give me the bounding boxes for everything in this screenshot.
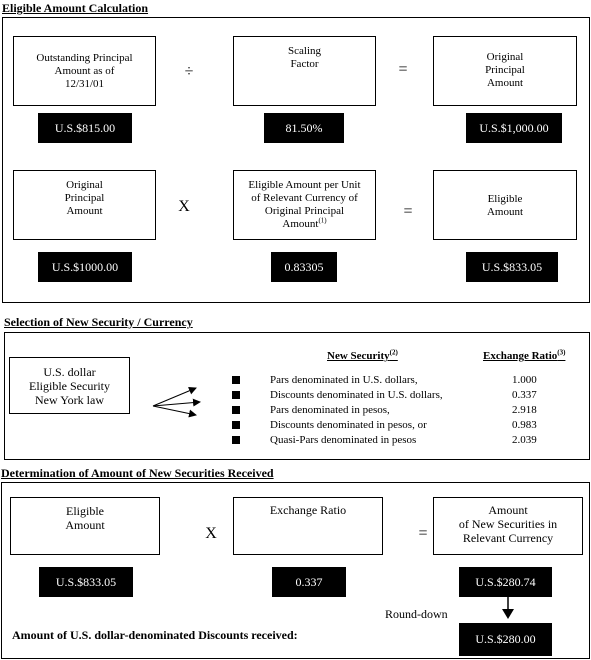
box-line: New York law <box>34 392 104 407</box>
box-line: Factor <box>290 58 319 70</box>
original-principal-value-2: U.S.$1000.00 <box>38 252 132 282</box>
multiply-operator: X <box>178 198 190 215</box>
box-line: Amount <box>488 503 528 517</box>
list-item-label: Discounts denominated in U.S. dollars, <box>270 389 443 401</box>
eligible-amount-value-2: U.S.$833.05 <box>39 567 133 597</box>
scaling-factor-box <box>233 36 376 106</box>
section-heading-selection: Selection of New Security / Currency <box>4 315 193 329</box>
outstanding-principal-box <box>13 36 156 106</box>
section-heading-eligible-amount: Eligible Amount Calculation <box>2 1 149 15</box>
box-line: of Relevant Currency of <box>251 192 358 204</box>
bullet-icon <box>232 406 240 414</box>
list-item-label: Quasi-Pars denominated in pesos <box>270 434 417 446</box>
divide-operator: ÷ <box>184 63 194 80</box>
equals-operator: = <box>398 61 408 78</box>
eligible-amount-per-unit-value: 0.83305 <box>271 252 337 282</box>
list-item-ratio: 2.039 <box>512 434 537 446</box>
list-item-label: Pars denominated in U.S. dollars, <box>270 374 418 386</box>
box-line: Outstanding Principal <box>36 51 133 64</box>
scaling-factor-value: 81.50% <box>264 113 344 143</box>
column-header-text: New Security <box>327 350 390 362</box>
box-line: U.S. dollar <box>43 364 96 379</box>
new-securities-amount-box <box>433 497 583 555</box>
box-line: Amount <box>486 206 524 218</box>
list-item-label: Pars denominated in pesos, <box>270 404 390 416</box>
box-line: Amount <box>486 77 524 89</box>
original-principal-box <box>433 36 577 106</box>
box-line: Scaling <box>288 45 321 57</box>
selection-arrows-icon <box>148 382 208 422</box>
box-line: Amount <box>282 218 319 230</box>
box-line: Amount as of <box>54 64 115 77</box>
box-line: of New Securities in <box>458 517 558 531</box>
original-principal-value: U.S.$1,000.00 <box>466 113 562 143</box>
eligible-amount-box <box>433 170 577 240</box>
equals-operator-3: = <box>418 525 428 542</box>
box-line: Eligible Security <box>29 378 110 393</box>
box-line: Exchange Ratio <box>269 503 347 517</box>
final-amount-value: U.S.$280.00 <box>459 623 552 656</box>
list-item-ratio: 2.918 <box>512 404 537 416</box>
list-item-ratio: 0.337 <box>512 389 537 401</box>
list-item-ratio: 1.000 <box>512 374 537 386</box>
box-line: Eligible <box>487 193 523 205</box>
exchange-ratio-box <box>233 497 383 555</box>
box-line: Amount <box>66 205 103 217</box>
box-line: Amount <box>65 518 105 532</box>
box-line: Eligible <box>66 504 104 518</box>
exchange-ratio-column-header <box>483 350 565 362</box>
outstanding-principal-value: U.S.$815.00 <box>38 113 132 143</box>
box-line: Principal <box>485 64 525 76</box>
footnote-marker: (2) <box>389 348 398 357</box>
bullet-icon <box>232 376 240 384</box>
list-item-ratio: 0.983 <box>512 419 537 431</box>
equals-operator-2: = <box>403 203 413 220</box>
column-header-text: Exchange Ratio <box>483 350 558 362</box>
box-line: Eligible Amount per Unit <box>248 179 361 191</box>
round-down-label: Round-down <box>385 607 448 621</box>
footnote-marker: (1) <box>318 216 327 225</box>
footnote-marker: (3) <box>557 348 566 357</box>
list-item-label: Discounts denominated in pesos, or <box>270 419 427 431</box>
eligible-amount-value: U.S.$833.05 <box>466 252 558 282</box>
exchange-ratio-value: 0.337 <box>272 567 346 597</box>
box-line: Original <box>486 51 524 63</box>
round-down-arrow-icon <box>500 597 516 623</box>
new-securities-amount-value: U.S.$280.74 <box>459 567 552 597</box>
bullet-icon <box>232 436 240 444</box>
box-line: Principal <box>64 192 105 204</box>
box-line: Original Principal <box>264 205 345 217</box>
section-heading-determination: Determination of Amount of New Securities Received <box>1 466 274 480</box>
bullet-icon <box>232 391 240 399</box>
box-line: 12/31/01 <box>64 77 105 90</box>
us-dollar-security-box <box>9 357 130 414</box>
original-principal-box-2 <box>13 170 156 240</box>
multiply-operator-2: X <box>205 525 217 542</box>
eligible-amount-box-2 <box>10 497 160 555</box>
new-security-column-header <box>327 350 398 362</box>
bullet-icon <box>232 421 240 429</box>
box-line: Original <box>66 179 103 191</box>
final-amount-label: Amount of U.S. dollar-denominated Discounts received: <box>12 628 298 642</box>
box-line: Relevant Currency <box>462 531 554 545</box>
eligible-amount-per-unit-box <box>233 170 376 240</box>
